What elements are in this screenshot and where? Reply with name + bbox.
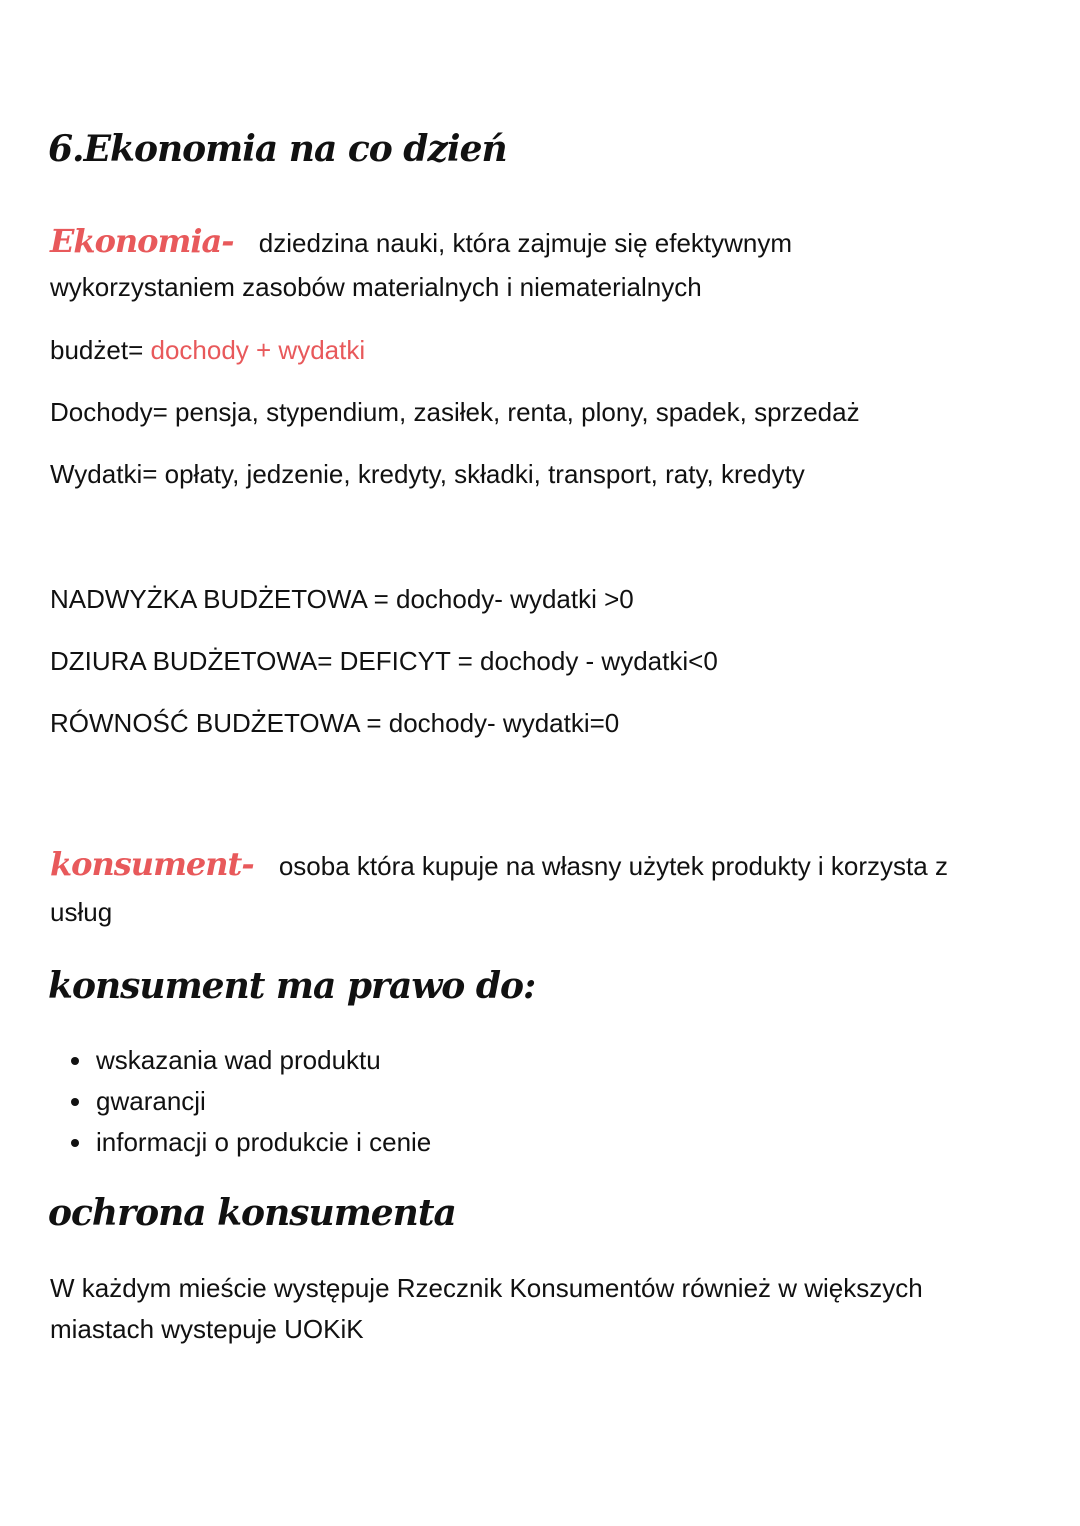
protection-text: W każdym mieście występuje Rzecznik Konsumentów również w większych xyxy=(50,1273,923,1303)
budget-formula xyxy=(50,335,365,366)
definition-text-cont: wykorzystaniem zasobów materialnych i niematerialnych xyxy=(50,272,702,302)
definition-konsument xyxy=(50,845,948,883)
definition-text-cont: usług xyxy=(50,897,113,927)
income-line: Dochody= pensja, stypendium, zasiłek, renta, plony, spadek, sprzedaż xyxy=(50,397,860,427)
protection-heading: ochrona konsumenta xyxy=(48,1192,456,1234)
page-title: 6.Ekonomia na co dzień xyxy=(48,128,507,170)
definition-ekonomia xyxy=(50,222,792,260)
term-konsument: konsument- xyxy=(50,845,254,883)
budget-label: budżet= xyxy=(50,335,144,365)
list-item: • gwarancji xyxy=(94,1081,431,1122)
expenses-line: Wydatki= opłaty, jedzenie, kredyty, składki, transport, raty, kredyty xyxy=(50,459,805,489)
list-item: • informacji o produkcie i cenie xyxy=(94,1122,431,1163)
rights-list xyxy=(50,1040,431,1163)
definition-text: dziedzina nauki, która zajmuje się efektywnym xyxy=(258,228,793,258)
surplus-line: NADWYŻKA BUDŻETOWA = dochody- wydatki >0 xyxy=(50,584,634,614)
budget-formula-value: dochody + wydatki xyxy=(150,335,366,365)
term-ekonomia: Ekonomia- xyxy=(50,222,234,260)
rights-heading: konsument ma prawo do: xyxy=(48,965,536,1007)
list-item: • wskazania wad produktu xyxy=(94,1040,431,1081)
deficit-line: DZIURA BUDŻETOWA= DEFICYT = dochody - wydatki<0 xyxy=(50,646,718,676)
balance-line: RÓWNOŚĆ BUDŻETOWA = dochody- wydatki=0 xyxy=(50,708,620,738)
definition-text: osoba która kupuje na własny użytek produkty i korzysta z xyxy=(278,851,948,881)
protection-text-cont: miastach wystepuje UOKiK xyxy=(50,1314,364,1344)
